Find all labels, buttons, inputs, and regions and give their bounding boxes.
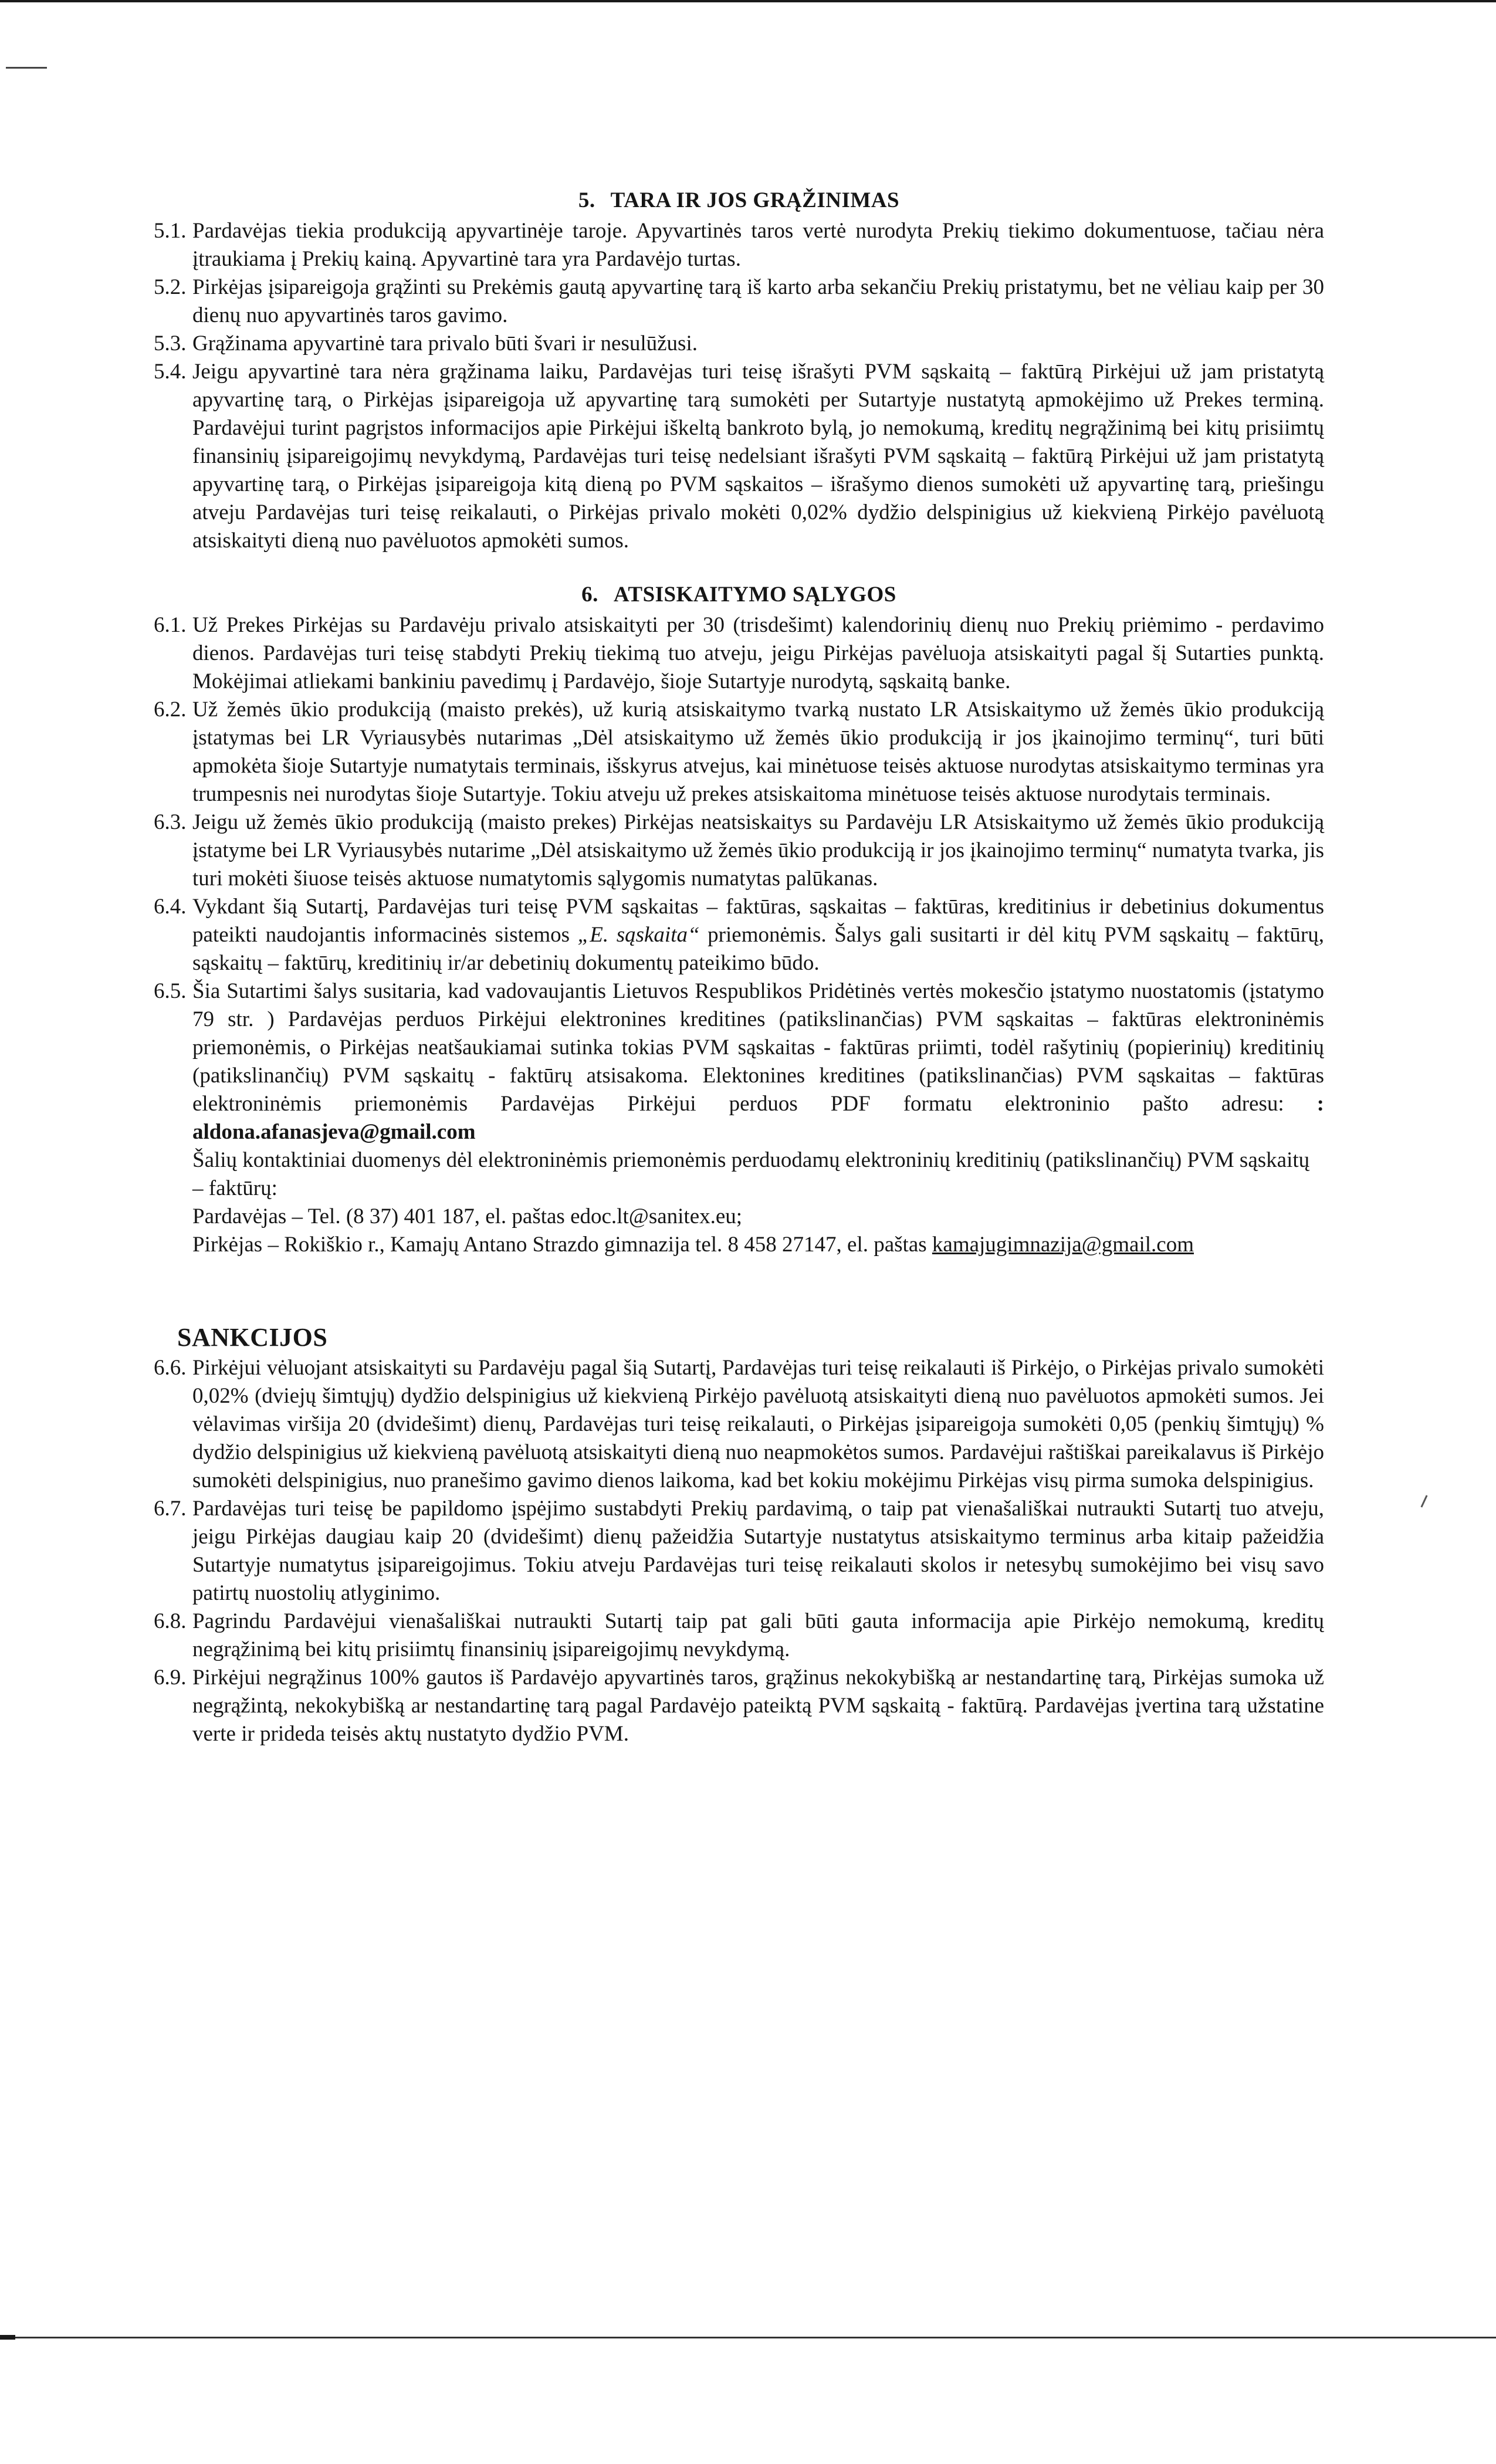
seller-email: : aldona.afanasjeva@gmail.com <box>192 1092 1324 1144</box>
clause-6-6 <box>154 1354 1324 1495</box>
clause-text-end: priemonėmis. Šalys gali susitarti ir dėl kitų PVM sąskaitų – faktūrų, sąskaitų – faktūrų, kreditinių ir/ar debetinių dokumentų pateikimo būdo. <box>192 923 1324 975</box>
clause-number: 6.3. <box>154 810 187 834</box>
clause-text: Pirkėjui negrąžinus 100% gautos iš Pardavėjo apyvartinės taros, grąžinus nekokybišką ar nestandartinę tarą, Pirkėjas sumoka už negrąžintą, nekokybišką ar nestandartinę tarą pagal Pardavėjo pateiktą PVM sąskaitą - faktūrą. Pardavėjas įvertina tarą užstatine verte ir prideda teisės aktų nustatyto dydžio PVM. <box>192 1666 1324 1746</box>
clause-6-7 <box>154 1495 1324 1607</box>
clause-text-start: Vykdant šią Sutartį, Pardavėjas turi teisę PVM sąskaitas – faktūras, sąskaitas – faktūras, kreditinius ir debetinius dokumentus pateikti naudojantis informacinės sistemos <box>192 895 1324 947</box>
section-5-number: 5. <box>578 188 595 212</box>
clause-text-start: Šia Sutartimi šalys susitaria, kad vadovaujantis Lietuvos Respublikos Pridėtinės vertės mokesčio įstatymo nuostatomis (įstatymo 79 str. ) Pardavėjas perduos Pirkėjui elektronines kreditines (patikslinančias) PVM sąskaitas – faktūras elektroninėmis priemonėmis, o Pirkėjas neatšaukiamai sutinka tokias PVM sąskaitas - faktūras priimti, todėl rašytinių (popierinių) kreditinių (patikslinančių) PVM sąskaitų - faktūrų atsisakoma. Elektonines kreditines (patikslinančias) PVM sąskaitas – faktūras elektroninėmis priemonėmis Pardavėjas Pirkėjui perduos PDF formatu elektroninio pašto adresu: <box>192 979 1324 1116</box>
section-5-title: TARA IR JOS GRĄŽINIMAS <box>610 188 900 212</box>
clause-6-1 <box>154 611 1324 696</box>
clause-text: Jeigu už žemės ūkio produkciją (maisto prekes) Pirkėjas neatsiskaitys su Pardavėju LR Atsiskaitymo už žemės ūkio produkciją įstatyme bei LR Vyriausybės nutarime „Dėl atsiskaitymo už žemės ūkio produkciją ir jos įkainojimo terminų“ numatyta tvarka, jis turi mokėti šiuose teisės aktuose numatytomis sąlygomis numatytas palūkanas. <box>192 810 1324 891</box>
clause-text: Pardavėjas turi teisę be papildomo įspėjimo sustabdyti Prekių pardavimą, o taip pat vienašališkai nutraukti Sutartį tuo atveju, jeigu Pirkėjas daugiau kaip 20 (dvidešimt) dienų pažeidžia Sutartyje nustatytus atsiskaitymo terminus arba kitaip pažeidžia Sutartyje numatytus įsipareigojimus. Tokiu atveju Pardavėjas turi teisę reikalauti skolos ir netesybų sumokėjimo bei visų savo patirtų nuostolių atlyginimo. <box>192 1497 1324 1605</box>
clause-6-3 <box>154 808 1324 893</box>
clause-number: 6.9. <box>154 1666 187 1690</box>
clause-5-4 <box>154 358 1324 555</box>
clause-text: Jeigu apyvartinė tara nėra grąžinama laiku, Pardavėjas turi teisę išrašyti PVM sąskaitą – faktūrą Pirkėjui už jam pristatytą apyvartinę tarą, o Pirkėjas įsipareigoja už apyvartinę tarą sumokėti per Sutartyje nustatytą apmokėjimo už Prekes terminą. Pardavėjui turint pagrįstos informacijos apie Pirkėjui iškeltą bankroto bylą, jo nemokumą, kreditų negrąžinimą bei kitų prisiimtų finansinių įsipareigojimų nevykdymą, Pardavėjas turi teisę nedelsiant išrašyti PVM sąskaitą – faktūrą Pirkėjui už jam pristatytą apyvartinę tarą, o Pirkėjas įsipareigoja kitą dieną po PVM sąskaitos – išrašymo dienos sumokėti už apyvartinę tarą, priešingu atveju Pardavėjas turi teisę reikalauti, o Pirkėjas privalo mokėti 0,02% dydžio delspinigius už kiekvieną Pirkėjo pavėluotą atsiskaityti dieną nuo pavėluotos apmokėti sumos. <box>192 360 1324 553</box>
clause-5-1 <box>154 217 1324 273</box>
document-body <box>154 187 1324 1748</box>
clause-6-5 <box>154 977 1324 1146</box>
clause-text: Už žemės ūkio produkciją (maisto prekės), už kurią atsiskaitymo tvarką nustato LR Atsiskaitymo už žemės ūkio produkciją įstatymas bei LR Vyriausybės nutarimas „Dėl atsiskaitymo už žemės ūkio produkciją ir jos įkainojimo terminų“, turi būti apmokėta šioje Sutartyje numatytais terminais, išskyrus atvejus, kai minėtuose teisės aktuose nurodytas atsiskaitymo terminas yra trumpesnis nei nurodytas šioje Sutartyje. Tokiu atveju už prekes atsiskaitoma minėtuose teisės aktuose nurodytais terminais. <box>192 698 1324 806</box>
clause-5-3 <box>154 330 1324 358</box>
clause-text: Pirkėjas įsipareigoja grąžinti su Prekėmis gautą apyvartinę tarą iš karto arba sekančiu Prekių pristatymu, bet ne vėliau kaip per 30 dienų nuo apyvartinės taros gavimo. <box>192 275 1324 327</box>
buyer-contact-text: Pirkėjas – Rokiškio r., Kamajų Antano Strazdo gimnazija tel. 8 458 27147, el. paštas <box>192 1233 932 1257</box>
sanctions-heading: SANKCIJOS <box>177 1323 328 1352</box>
scan-bottom-edge <box>15 2337 1496 2338</box>
clause-number: 6.6. <box>154 1356 187 1380</box>
clause-number: 6.1. <box>154 613 187 637</box>
section-6-number: 6. <box>581 583 598 607</box>
clause-text: Grąžinama apyvartinė tara privalo būti švari ir nesulūžusi. <box>192 331 698 356</box>
clause-text: Pagrindu Pardavėjui vienašališkai nutraukti Sutartį taip pat gali būti gauta informacija apie Pirkėjo nemokumą, kreditų negrąžinimą bei kitų prisiimtų finansinių įsipareigojimų nevykdymą. <box>192 1609 1324 1661</box>
clause-number: 6.2. <box>154 698 187 722</box>
clause-number: 6.8. <box>154 1609 187 1633</box>
buyer-email-link[interactable]: kamajugimnazija@gmail.com <box>932 1233 1194 1257</box>
clause-number: 6.4. <box>154 895 187 919</box>
clause-number: 5.1. <box>154 219 187 243</box>
clause-text <box>192 977 1324 1146</box>
buyer-contact <box>192 1231 1324 1259</box>
clause-text <box>192 893 1324 977</box>
scan-bottom-left-mark <box>0 2335 15 2340</box>
clause-text: Už Prekes Pirkėjas su Pardavėju privalo atsiskaityti per 30 (trisdešimt) kalendorinių dienų nuo Prekių priėmimo - perdavimo dienos. Pardavėjas turi teisę stabdyti Prekių tiekimą tuo atveju, jeigu Pirkėjas pavėluoja atsiskaityti pagal šį Sutarties punktą. Mokėjimai atliekami bankiniu pavedimų į Pardavėjo, šioje Sutartyje nurodytą, sąskaitą banke. <box>192 613 1324 693</box>
contacts-intro: Šalių kontaktiniai duomenys dėl elektroninėmis priemonėmis perduodamų elektroninių kreditinių (patikslinančių) PVM sąskaitų – faktūrų: <box>192 1148 1310 1200</box>
clause-6-2 <box>154 696 1324 808</box>
e-saskaita-system: „E. sąskaita“ <box>577 923 700 947</box>
section-6-heading <box>154 581 1324 609</box>
clause-6-4 <box>154 893 1324 977</box>
scan-top-edge <box>0 0 1496 2</box>
clause-number: 6.5. <box>154 979 187 1003</box>
clause-6-8 <box>154 1607 1324 1664</box>
section-5-heading <box>154 187 1324 215</box>
clause-6-9 <box>154 1664 1324 1748</box>
clause-text: Pardavėjas tiekia produkciją apyvartinėje taroje. Apyvartinės taros vertė nurodyta Prekių tiekimo dokumentuose, tačiau nėra įtraukiama į Prekių kainą. Apyvartinė tara yra Pardavėjo turtas. <box>192 219 1324 271</box>
clause-number: 6.7. <box>154 1497 187 1521</box>
clause-number: 5.4. <box>154 360 187 384</box>
clause-5-2 <box>154 273 1324 330</box>
scan-right-tick <box>1420 1495 1427 1507</box>
clause-text: Pirkėjui vėluojant atsiskaityti su Pardavėju pagal šią Sutartį, Pardavėjas turi teisę reikalauti iš Pirkėjo, o Pirkėjas privalo sumokėti 0,02% (dviejų šimtųjų) dydžio delspinigius už kiekvieną Pirkėjo pavėluotą atsiskaityti dieną nuo pavėluotos apmokėti sumos. Jei vėlavimas viršija 20 (dvidešimt) dienų, Pardavėjas turi teisę reikalauti, o Pirkėjas įsipareigoja sumokėti 0,05 (penkių šimtųjų) % dydžio delspinigius už kiekvieną pavėluotą atsiskaityti dieną nuo neapmokėtos sumos. Pardavėjui raštiškai pareikalavus iš Pirkėjo sumokėti delspinigius, nuo pranešimo gavimo dienos laikoma, kad bet kokiu mokėjimu Pirkėjas visų pirma sumoka delspinigius. <box>192 1356 1324 1492</box>
scan-top-left-mark <box>6 67 47 69</box>
seller-contact: Pardavėjas – Tel. (8 37) 401 187, el. paštas edoc.lt@sanitex.eu; <box>192 1204 743 1228</box>
clause-number: 5.2. <box>154 275 187 299</box>
clause-number: 5.3. <box>154 331 187 356</box>
section-6-title: ATSISKAITYMO SĄLYGOS <box>613 583 896 607</box>
